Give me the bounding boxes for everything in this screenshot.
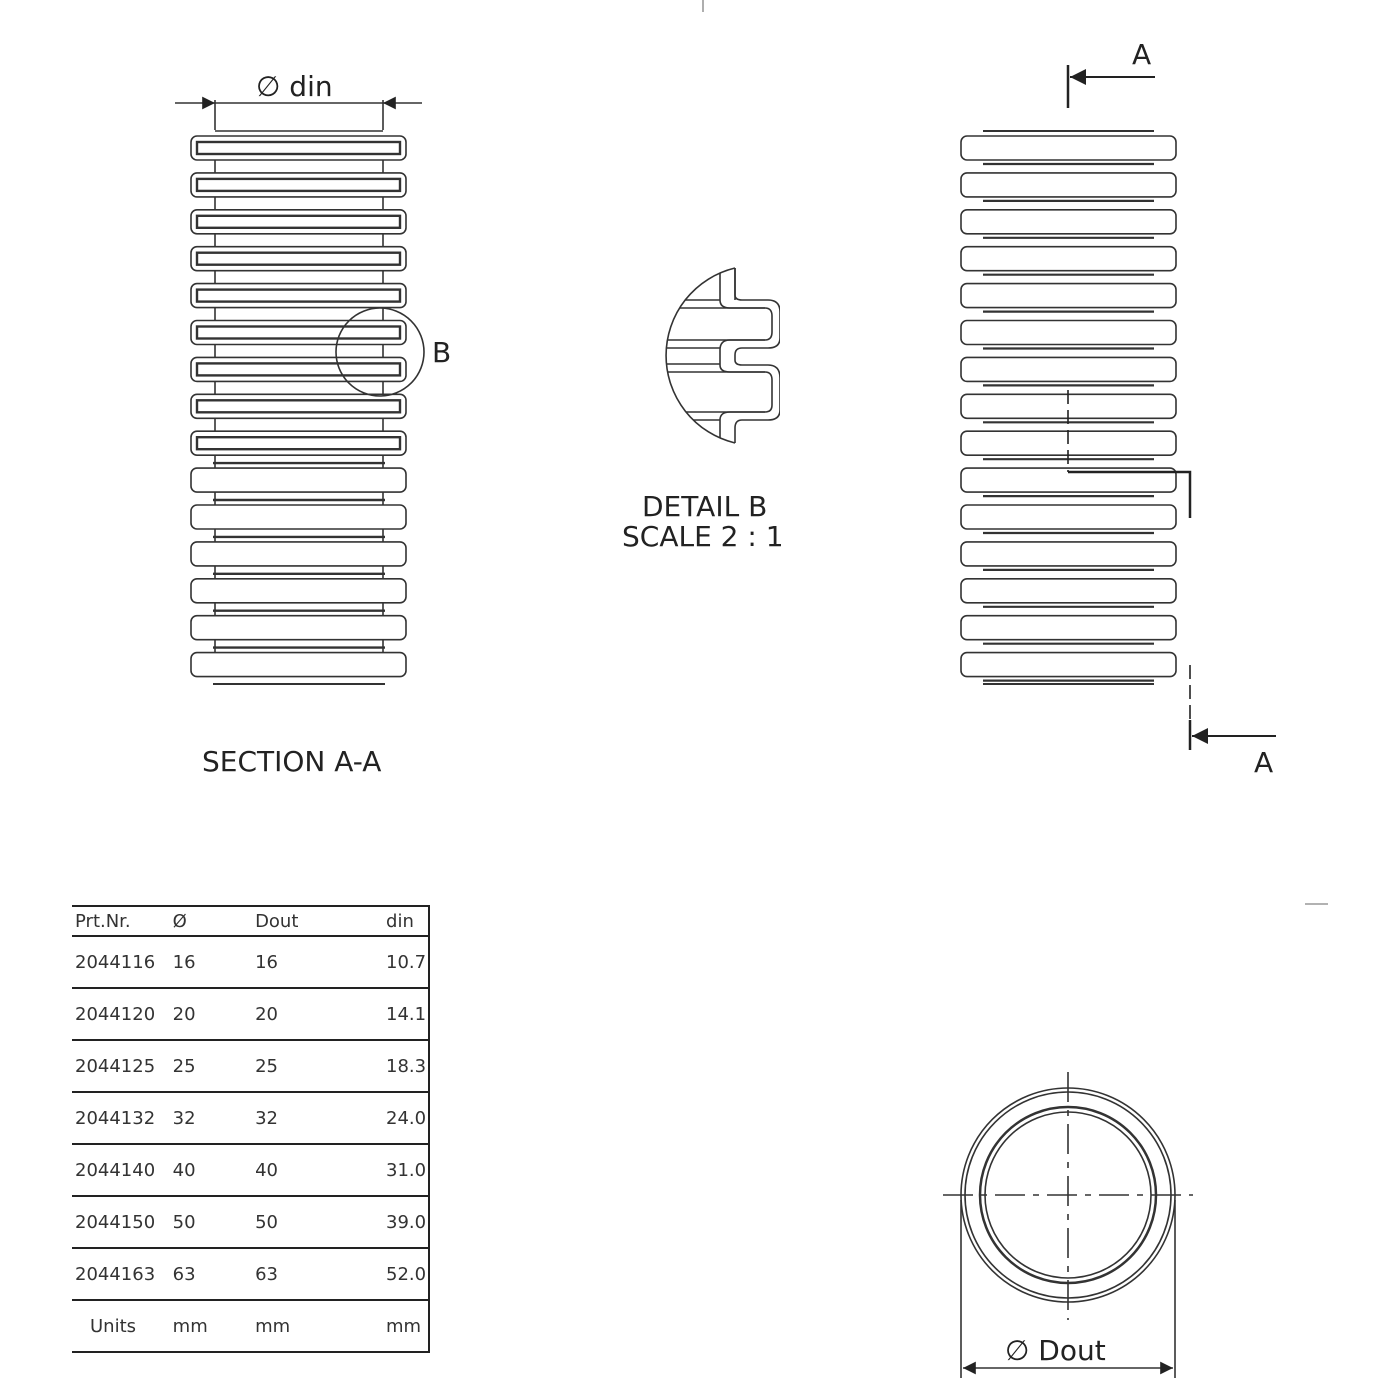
cell-text: Prt.Nr. [75, 910, 131, 932]
table-cell [72, 906, 173, 936]
rib [961, 653, 1176, 681]
cell-text: 18.3 [386, 1055, 427, 1077]
table-cell [72, 936, 173, 988]
table-cell [173, 1248, 241, 1300]
rib [191, 648, 406, 677]
cell-text: mm [172, 1315, 208, 1337]
cell-text: 2044120 [75, 1003, 156, 1025]
rib [961, 616, 1176, 644]
table-cell [173, 1144, 241, 1196]
table-header-row [72, 906, 429, 936]
cell-text: 52.0 [386, 1263, 427, 1285]
rib [961, 173, 1176, 201]
rib [961, 579, 1176, 607]
rib [961, 505, 1176, 533]
dout-dimension-label: ∅ Dout [1005, 1334, 1106, 1367]
cell-text: 16 [255, 951, 278, 973]
section-label-bottom: A [1254, 746, 1274, 779]
table-units-row [72, 1300, 429, 1352]
cell-text: 2044125 [75, 1055, 156, 1077]
table-cell [72, 1196, 173, 1248]
cell-text: 20 [172, 1003, 196, 1025]
rib [191, 210, 406, 247]
side-view [961, 131, 1176, 684]
cell-text: 32 [255, 1107, 278, 1129]
table-cell [241, 988, 356, 1040]
cell-text: mm [386, 1315, 422, 1337]
rib [961, 210, 1176, 238]
table-cell [173, 988, 241, 1040]
table-cell [173, 1196, 241, 1248]
section-line-a-a [1068, 65, 1276, 750]
cell-text: 32 [172, 1107, 196, 1129]
cell-text: 40 [172, 1159, 196, 1181]
cell-text: 40 [255, 1159, 278, 1181]
table-cell [356, 1248, 429, 1300]
table-cell [72, 1248, 173, 1300]
dimensions-table [72, 905, 430, 1353]
cell-text: 25 [172, 1055, 196, 1077]
table-cell [173, 906, 241, 936]
cell-text: din [386, 910, 414, 932]
din-dimension [175, 100, 422, 130]
cell-text: 50 [255, 1211, 278, 1233]
table-cell [356, 936, 429, 988]
table-cell [241, 936, 356, 988]
table-cell [173, 936, 241, 988]
table-cell [356, 1300, 429, 1352]
end-view [943, 1072, 1193, 1378]
cell-text: 16 [172, 951, 196, 973]
rib [191, 247, 406, 284]
cell-text: 25 [255, 1055, 278, 1077]
rib [191, 173, 406, 210]
table-row [72, 988, 429, 1040]
cell-text: 10.7 [386, 951, 427, 973]
rib [961, 542, 1176, 570]
rib [961, 321, 1176, 349]
cell-text: 24.0 [386, 1107, 427, 1129]
table-cell [173, 1040, 241, 1092]
detail-b-callout-label: B [432, 336, 452, 369]
detail-b-scale: SCALE 2 : 1 [622, 520, 784, 553]
table-cell [72, 1040, 173, 1092]
cell-text: Dout [255, 910, 299, 932]
table-row [72, 1248, 429, 1300]
section-label-top: A [1132, 38, 1152, 71]
table-cell [241, 1300, 356, 1352]
table-cell [241, 1092, 356, 1144]
table-cell [356, 1196, 429, 1248]
cell-text: 31.0 [386, 1159, 427, 1181]
cell-text: mm [255, 1315, 291, 1337]
rib [191, 394, 406, 431]
table-row [72, 1144, 429, 1196]
din-dimension-label: ∅ din [256, 70, 333, 103]
table-cell [241, 1248, 356, 1300]
cell-text: 63 [172, 1263, 196, 1285]
cell-text: 20 [255, 1003, 278, 1025]
cell-text: 2044132 [75, 1107, 156, 1129]
table-cell [241, 1040, 356, 1092]
table-cell [241, 906, 356, 936]
table-row [72, 1196, 429, 1248]
table-cell [72, 1092, 173, 1144]
cell-text: 2044116 [75, 951, 156, 973]
table-cell [241, 1144, 356, 1196]
detail-b-view [630, 268, 780, 443]
section-a-a-view [191, 131, 406, 684]
cell-text: 2044140 [75, 1159, 156, 1181]
table-cell [356, 1092, 429, 1144]
rib [961, 136, 1176, 164]
cell-text: 39.0 [386, 1211, 427, 1233]
cell-text: 50 [172, 1211, 196, 1233]
section-a-a-title: SECTION A-A [202, 745, 382, 778]
cell-text: Ø [172, 910, 187, 932]
table-cell [173, 1092, 241, 1144]
rib [191, 284, 406, 321]
table-cell [356, 1040, 429, 1092]
table-cell [356, 1144, 429, 1196]
rib [961, 284, 1176, 312]
cell-text: Units [90, 1315, 137, 1337]
table-row [72, 1040, 429, 1092]
table-cell [72, 988, 173, 1040]
rib [961, 357, 1176, 385]
table-row [72, 1092, 429, 1144]
table-cell [241, 1196, 356, 1248]
rib [191, 357, 406, 394]
rib [191, 136, 406, 173]
detail-b-title: DETAIL B [642, 490, 768, 523]
table-cell [356, 988, 429, 1040]
table-cell [173, 1300, 241, 1352]
cell-text: 14.1 [386, 1003, 427, 1025]
cell-text: 63 [255, 1263, 278, 1285]
cell-text: 2044163 [75, 1263, 156, 1285]
rib [961, 247, 1176, 275]
cell-text: 2044150 [75, 1211, 156, 1233]
rib [191, 321, 406, 358]
table-cell [72, 1144, 173, 1196]
table-cell [356, 906, 429, 936]
table-row [72, 936, 429, 988]
table-cell [72, 1300, 173, 1352]
